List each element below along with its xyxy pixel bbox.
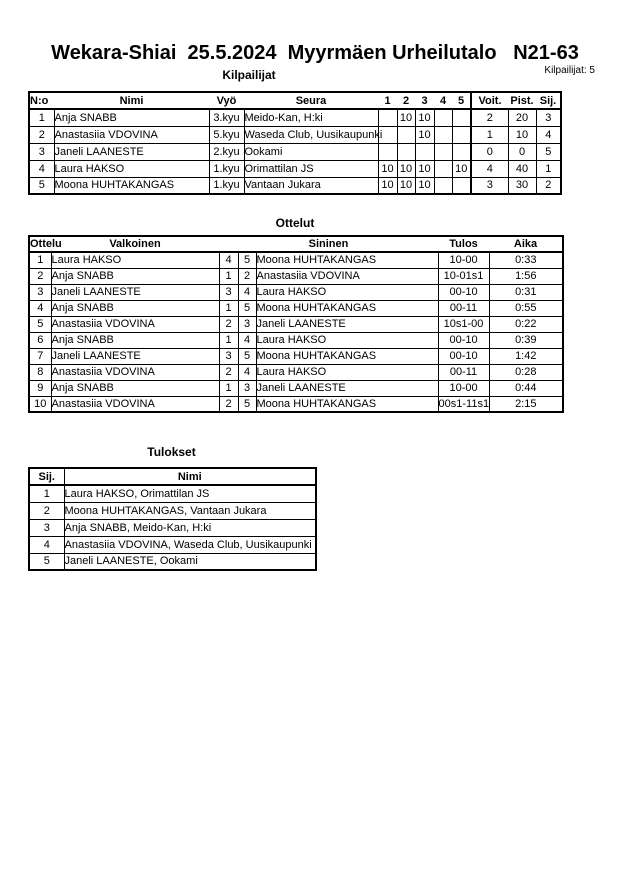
cell-white-name: Anastasiia VDOVINA	[51, 396, 219, 412]
cell-round-5	[452, 143, 471, 160]
cell-white-name: Anja SNABB	[51, 300, 219, 316]
match-row	[29, 332, 563, 348]
cell-blue-no: 5	[238, 252, 256, 268]
col-header-round-3: 3	[415, 92, 434, 109]
col-header-no: N:o	[29, 92, 54, 109]
cell-blue-name: Laura HAKSO	[256, 332, 438, 348]
cell-time: 2:15	[489, 396, 563, 412]
cell-white-no: 2	[219, 396, 238, 412]
cell-round-1	[378, 143, 397, 160]
cell-round-3: 10	[415, 177, 434, 194]
match-row	[29, 252, 563, 268]
competitor-count-label: Kilpailijat: 5	[544, 65, 595, 76]
cell-time: 0:31	[489, 284, 563, 300]
cell-blue-name: Anastasiia VDOVINA	[256, 268, 438, 284]
cell-time: 0:39	[489, 332, 563, 348]
cell-no: 5	[29, 177, 54, 194]
cell-round-2: 10	[397, 160, 415, 177]
cell-time: 1:56	[489, 268, 563, 284]
cell-voit: 3	[471, 177, 508, 194]
cell-round-2	[397, 126, 415, 143]
section-title-kilpailijat: Kilpailijat	[222, 68, 276, 82]
cell-round-1: 10	[378, 160, 397, 177]
cell-seura: Waseda Club, Uusikaupunki	[244, 126, 378, 143]
cell-name-club: Anastasiia VDOVINA, Waseda Club, Uusikaupunki	[64, 536, 316, 553]
cell-score: 00-11	[438, 300, 489, 316]
cell-time: 0:55	[489, 300, 563, 316]
cell-blue-no: 4	[238, 332, 256, 348]
cell-white-name: Janeli LAANESTE	[51, 348, 219, 364]
cell-sij: 1	[536, 160, 561, 177]
competitor-row	[29, 177, 561, 194]
cell-round-5: 10	[452, 160, 471, 177]
cell-time: 0:22	[489, 316, 563, 332]
cell-vyo: 5.kyu	[209, 126, 244, 143]
cell-score: 00s1-11s1	[438, 396, 489, 412]
result-row	[29, 502, 316, 519]
cell-round-5	[452, 126, 471, 143]
cell-white-name: Laura HAKSO	[51, 252, 219, 268]
col-header-sij: Sij.	[536, 92, 561, 109]
cell-seura: Ookami	[244, 143, 378, 160]
cell-vyo: 2.kyu	[209, 143, 244, 160]
cell-nimi: Anja SNABB	[54, 109, 209, 126]
cell-nimi: Janeli LAANESTE	[54, 143, 209, 160]
cell-blue-no: 4	[238, 284, 256, 300]
cell-round-1: 10	[378, 177, 397, 194]
cell-nimi: Anastasiia VDOVINA	[54, 126, 209, 143]
cell-vyo: 3.kyu	[209, 109, 244, 126]
cell-white-no: 4	[219, 252, 238, 268]
competitor-row	[29, 126, 561, 143]
cell-no: 3	[29, 143, 54, 160]
cell-round-2: 10	[397, 109, 415, 126]
cell-pist: 0	[508, 143, 536, 160]
cell-seura: Meido-Kan, H:ki	[244, 109, 378, 126]
competitor-row	[29, 143, 561, 160]
cell-sij: 2	[536, 177, 561, 194]
cell-sij: 3	[536, 109, 561, 126]
cell-match-no: 6	[29, 332, 51, 348]
cell-white-name: Anja SNABB	[51, 380, 219, 396]
cell-name-club: Moona HUHTAKANGAS, Vantaan Jukara	[64, 502, 316, 519]
cell-nimi: Laura HAKSO	[54, 160, 209, 177]
cell-round-4	[434, 143, 452, 160]
competitor-row	[29, 109, 561, 126]
ottelut-table	[28, 235, 564, 413]
cell-blue-name: Moona HUHTAKANGAS	[256, 252, 438, 268]
ottelut-header-row	[29, 236, 563, 252]
col-header-valkoinen: Valkoinen	[51, 236, 219, 252]
cell-white-name: Janeli LAANESTE	[51, 284, 219, 300]
page-title: Wekara-Shiai 25.5.2024 Myyrmäen Urheilutalo N21-63	[51, 42, 579, 64]
cell-round-4	[434, 177, 452, 194]
cell-score: 00-10	[438, 348, 489, 364]
cell-round-3: 10	[415, 109, 434, 126]
col-header-round-2: 2	[397, 92, 415, 109]
cell-match-no: 1	[29, 252, 51, 268]
cell-round-3: 10	[415, 160, 434, 177]
col-header-sininen: Sininen	[219, 236, 438, 252]
cell-sij: 5	[536, 143, 561, 160]
result-row	[29, 519, 316, 536]
cell-score: 10-01s1	[438, 268, 489, 284]
cell-blue-no: 5	[238, 348, 256, 364]
section-title-ottelut: Ottelut	[275, 216, 315, 230]
cell-white-no: 3	[219, 348, 238, 364]
cell-voit: 0	[471, 143, 508, 160]
cell-score: 10-00	[438, 252, 489, 268]
tulokset-table	[28, 467, 317, 571]
cell-name-club: Anja SNABB, Meido-Kan, H:ki	[64, 519, 316, 536]
match-row	[29, 284, 563, 300]
cell-rank: 5	[29, 553, 64, 570]
cell-blue-no: 3	[238, 380, 256, 396]
match-row	[29, 380, 563, 396]
cell-name-club: Janeli LAANESTE, Ookami	[64, 553, 316, 570]
cell-blue-no: 3	[238, 316, 256, 332]
cell-seura: Vantaan Jukara	[244, 177, 378, 194]
cell-voit: 4	[471, 160, 508, 177]
cell-round-5	[452, 109, 471, 126]
cell-voit: 1	[471, 126, 508, 143]
cell-pist: 20	[508, 109, 536, 126]
col-header-nimi: Nimi	[54, 92, 209, 109]
cell-no: 1	[29, 109, 54, 126]
cell-blue-name: Laura HAKSO	[256, 284, 438, 300]
cell-white-no: 1	[219, 300, 238, 316]
cell-match-no: 3	[29, 284, 51, 300]
cell-rank: 4	[29, 536, 64, 553]
cell-match-no: 10	[29, 396, 51, 412]
cell-white-no: 2	[219, 316, 238, 332]
cell-no: 4	[29, 160, 54, 177]
cell-no: 2	[29, 126, 54, 143]
cell-blue-name: Laura HAKSO	[256, 364, 438, 380]
cell-round-4	[434, 160, 452, 177]
cell-score: 00-11	[438, 364, 489, 380]
cell-name-club: Laura HAKSO, Orimattilan JS	[64, 485, 316, 502]
col-header-voit: Voit.	[471, 92, 508, 109]
cell-round-2	[397, 143, 415, 160]
cell-rank: 1	[29, 485, 64, 502]
cell-round-4	[434, 109, 452, 126]
cell-vyo: 1.kyu	[209, 177, 244, 194]
cell-sij: 4	[536, 126, 561, 143]
cell-match-no: 8	[29, 364, 51, 380]
cell-blue-name: Janeli LAANESTE	[256, 380, 438, 396]
section-title-tulokset: Tulokset	[147, 445, 196, 459]
col-header-aika: Aika	[489, 236, 563, 252]
cell-match-no: 5	[29, 316, 51, 332]
cell-blue-name: Moona HUHTAKANGAS	[256, 300, 438, 316]
cell-blue-name: Moona HUHTAKANGAS	[256, 396, 438, 412]
cell-white-name: Anastasiia VDOVINA	[51, 364, 219, 380]
cell-white-no: 2	[219, 364, 238, 380]
cell-voit: 2	[471, 109, 508, 126]
cell-white-name: Anastasiia VDOVINA	[51, 316, 219, 332]
col-header-tulos: Tulos	[438, 236, 489, 252]
result-row	[29, 485, 316, 502]
kilpailijat-header-row	[29, 92, 561, 109]
col-header-ottelu: Ottelu	[30, 238, 62, 250]
match-row	[29, 300, 563, 316]
match-row	[29, 348, 563, 364]
cell-blue-no: 2	[238, 268, 256, 284]
col-header-name: Nimi	[64, 468, 316, 485]
col-header-seura: Seura	[244, 92, 378, 109]
col-header-vyo: Vyö	[209, 92, 244, 109]
cell-white-no: 1	[219, 332, 238, 348]
cell-match-no: 4	[29, 300, 51, 316]
cell-seura: Orimattilan JS	[244, 160, 378, 177]
cell-white-no: 1	[219, 380, 238, 396]
cell-round-3	[415, 143, 434, 160]
result-row	[29, 553, 316, 570]
match-row	[29, 268, 563, 284]
cell-round-4	[434, 126, 452, 143]
tulokset-header-row	[29, 468, 316, 485]
cell-nimi: Moona HUHTAKANGAS	[54, 177, 209, 194]
cell-time: 1:42	[489, 348, 563, 364]
kilpailijat-table	[28, 91, 562, 195]
cell-score: 00-10	[438, 284, 489, 300]
cell-vyo: 1.kyu	[209, 160, 244, 177]
cell-time: 0:28	[489, 364, 563, 380]
col-header-round-4: 4	[434, 92, 452, 109]
match-row	[29, 396, 563, 412]
cell-pist: 30	[508, 177, 536, 194]
cell-round-1	[378, 109, 397, 126]
cell-match-no: 2	[29, 268, 51, 284]
col-header-round-5: 5	[452, 92, 471, 109]
cell-time: 0:44	[489, 380, 563, 396]
result-row	[29, 536, 316, 553]
cell-blue-name: Janeli LAANESTE	[256, 316, 438, 332]
match-row	[29, 364, 563, 380]
cell-score: 00-10	[438, 332, 489, 348]
col-header-round-1: 1	[378, 92, 397, 109]
col-header-rank: Sij.	[29, 468, 64, 485]
cell-score: 10-00	[438, 380, 489, 396]
cell-round-3: 10	[415, 126, 434, 143]
cell-rank: 2	[29, 502, 64, 519]
cell-score: 10s1-00	[438, 316, 489, 332]
match-row	[29, 316, 563, 332]
competitor-row	[29, 160, 561, 177]
cell-white-name: Anja SNABB	[51, 268, 219, 284]
cell-pist: 40	[508, 160, 536, 177]
cell-round-2: 10	[397, 177, 415, 194]
cell-blue-no: 5	[238, 300, 256, 316]
cell-blue-no: 4	[238, 364, 256, 380]
cell-match-no: 9	[29, 380, 51, 396]
cell-blue-no: 5	[238, 396, 256, 412]
cell-time: 0:33	[489, 252, 563, 268]
cell-white-no: 1	[219, 268, 238, 284]
cell-blue-name: Moona HUHTAKANGAS	[256, 348, 438, 364]
cell-round-5	[452, 177, 471, 194]
cell-white-name: Anja SNABB	[51, 332, 219, 348]
col-header-pist: Pist.	[508, 92, 536, 109]
cell-white-no: 3	[219, 284, 238, 300]
cell-pist: 10	[508, 126, 536, 143]
cell-rank: 3	[29, 519, 64, 536]
cell-match-no: 7	[29, 348, 51, 364]
